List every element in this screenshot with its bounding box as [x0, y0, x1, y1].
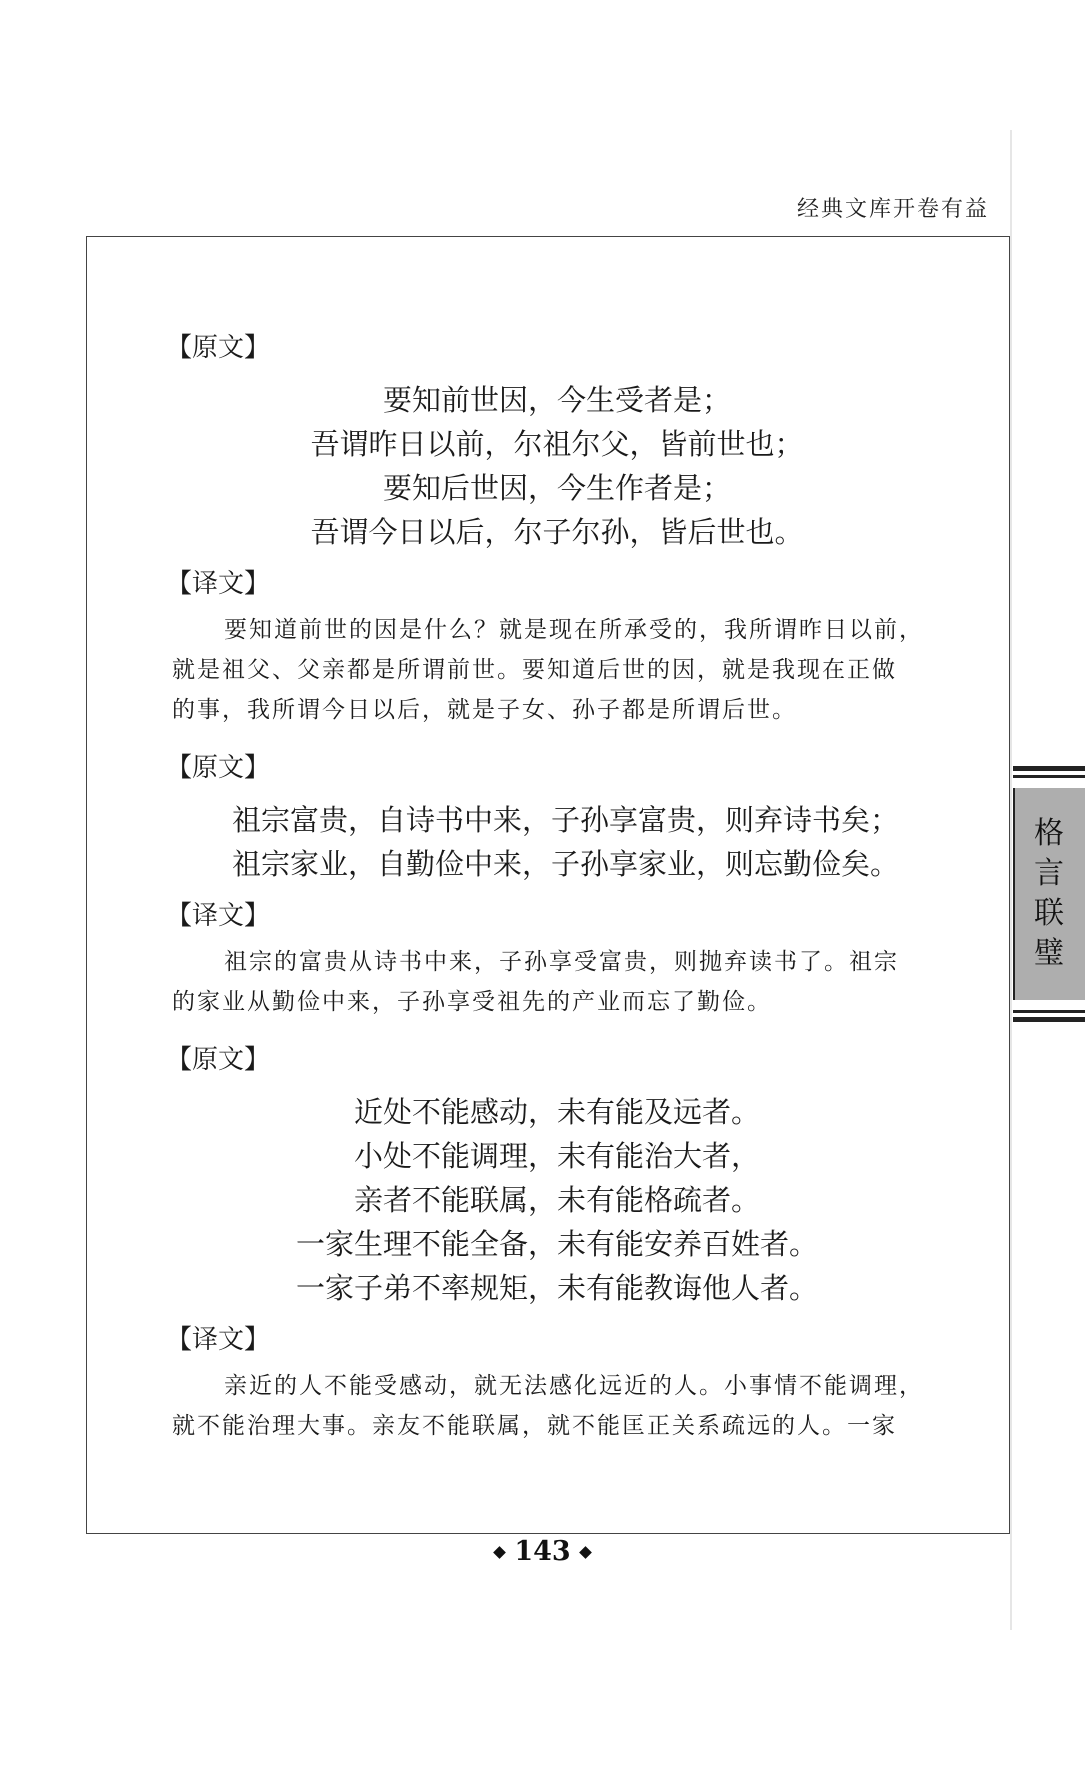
original-line: 要知前世因，今生受者是；	[382, 383, 731, 417]
tab-rule	[1013, 1010, 1085, 1013]
chapter-side-tab	[1013, 766, 1085, 1022]
original-line: 近处不能感动，未有能及远者。	[353, 1095, 760, 1129]
page-content	[166, 330, 942, 1466]
page-number-text: 143	[514, 1536, 571, 1567]
section-2	[166, 750, 942, 1022]
chapter-title-char: 璧	[1034, 936, 1064, 971]
diamond-icon	[493, 1546, 506, 1559]
original-line: 祖宗富贵，自诗书中来，子孙享富贵，则弃诗书矣；	[232, 803, 900, 837]
running-header: 经典文库开卷有益	[796, 197, 989, 222]
translation-label: 【译文】	[166, 1325, 271, 1355]
original-label: 【原文】	[166, 333, 271, 363]
original-line: 一家生理不能全备，未有能安养百姓者。	[295, 1227, 818, 1261]
original-line: 一家子弟不率规矩，未有能教诲他人者。	[295, 1271, 818, 1305]
chapter-title	[1013, 814, 1085, 974]
translation-label: 【译文】	[166, 569, 271, 599]
original-line: 亲者不能联属，未有能格疏者。	[353, 1183, 760, 1217]
original-label: 【原文】	[166, 753, 271, 783]
chapter-title-char: 言	[1034, 856, 1064, 891]
translation-text	[172, 610, 942, 730]
translation-line: 的事，我所谓今日以后，就是子女、孙子都是所谓后世。	[172, 697, 797, 723]
translation-text	[172, 942, 942, 1022]
translation-label: 【译文】	[166, 901, 271, 931]
original-text	[172, 798, 942, 886]
translation-text	[172, 1366, 942, 1446]
original-text	[172, 1090, 942, 1310]
original-line: 要知后世因，今生作者是；	[382, 471, 731, 505]
translation-line: 要知道前世的因是什么？就是现在所承受的，我所谓昨日以前，	[224, 617, 924, 643]
section-3	[166, 1042, 942, 1446]
translation-line: 就不能治理大事。亲友不能联属，就不能匡正关系疏远的人。一家	[172, 1413, 897, 1439]
translation-line: 祖宗的富贵从诗书中来，子孙享受富贵，则抛弃读书了。祖宗	[224, 949, 899, 975]
chapter-title-char: 联	[1034, 896, 1064, 931]
tab-rule	[1013, 775, 1085, 778]
tab-rule	[1013, 766, 1085, 771]
original-line: 吾谓今日以后，尔子尔孙，皆后世也。	[310, 515, 804, 549]
original-line: 祖宗家业，自勤俭中来，子孙享家业，则忘勤俭矣。	[232, 847, 900, 881]
original-label: 【原文】	[166, 1045, 271, 1075]
translation-line: 的家业从勤俭中来，子孙享受祖先的产业而忘了勤俭。	[172, 989, 772, 1015]
original-line: 吾谓昨日以前，尔祖尔父，皆前世也；	[310, 427, 804, 461]
translation-line: 就是祖父、父亲都是所谓前世。要知道后世的因，就是我现在正做	[172, 657, 897, 683]
original-line: 小处不能调理，未有能治大者，	[353, 1139, 760, 1173]
tab-rule	[1013, 1017, 1085, 1022]
chapter-title-char: 格	[1034, 816, 1064, 851]
original-text	[172, 378, 942, 554]
section-1	[166, 330, 942, 730]
page-edge-line	[1010, 130, 1012, 1630]
diamond-icon	[579, 1546, 592, 1559]
translation-line: 亲近的人不能受感动，就无法感化远近的人。小事情不能调理，	[224, 1373, 924, 1399]
page-number	[0, 1536, 1085, 1567]
